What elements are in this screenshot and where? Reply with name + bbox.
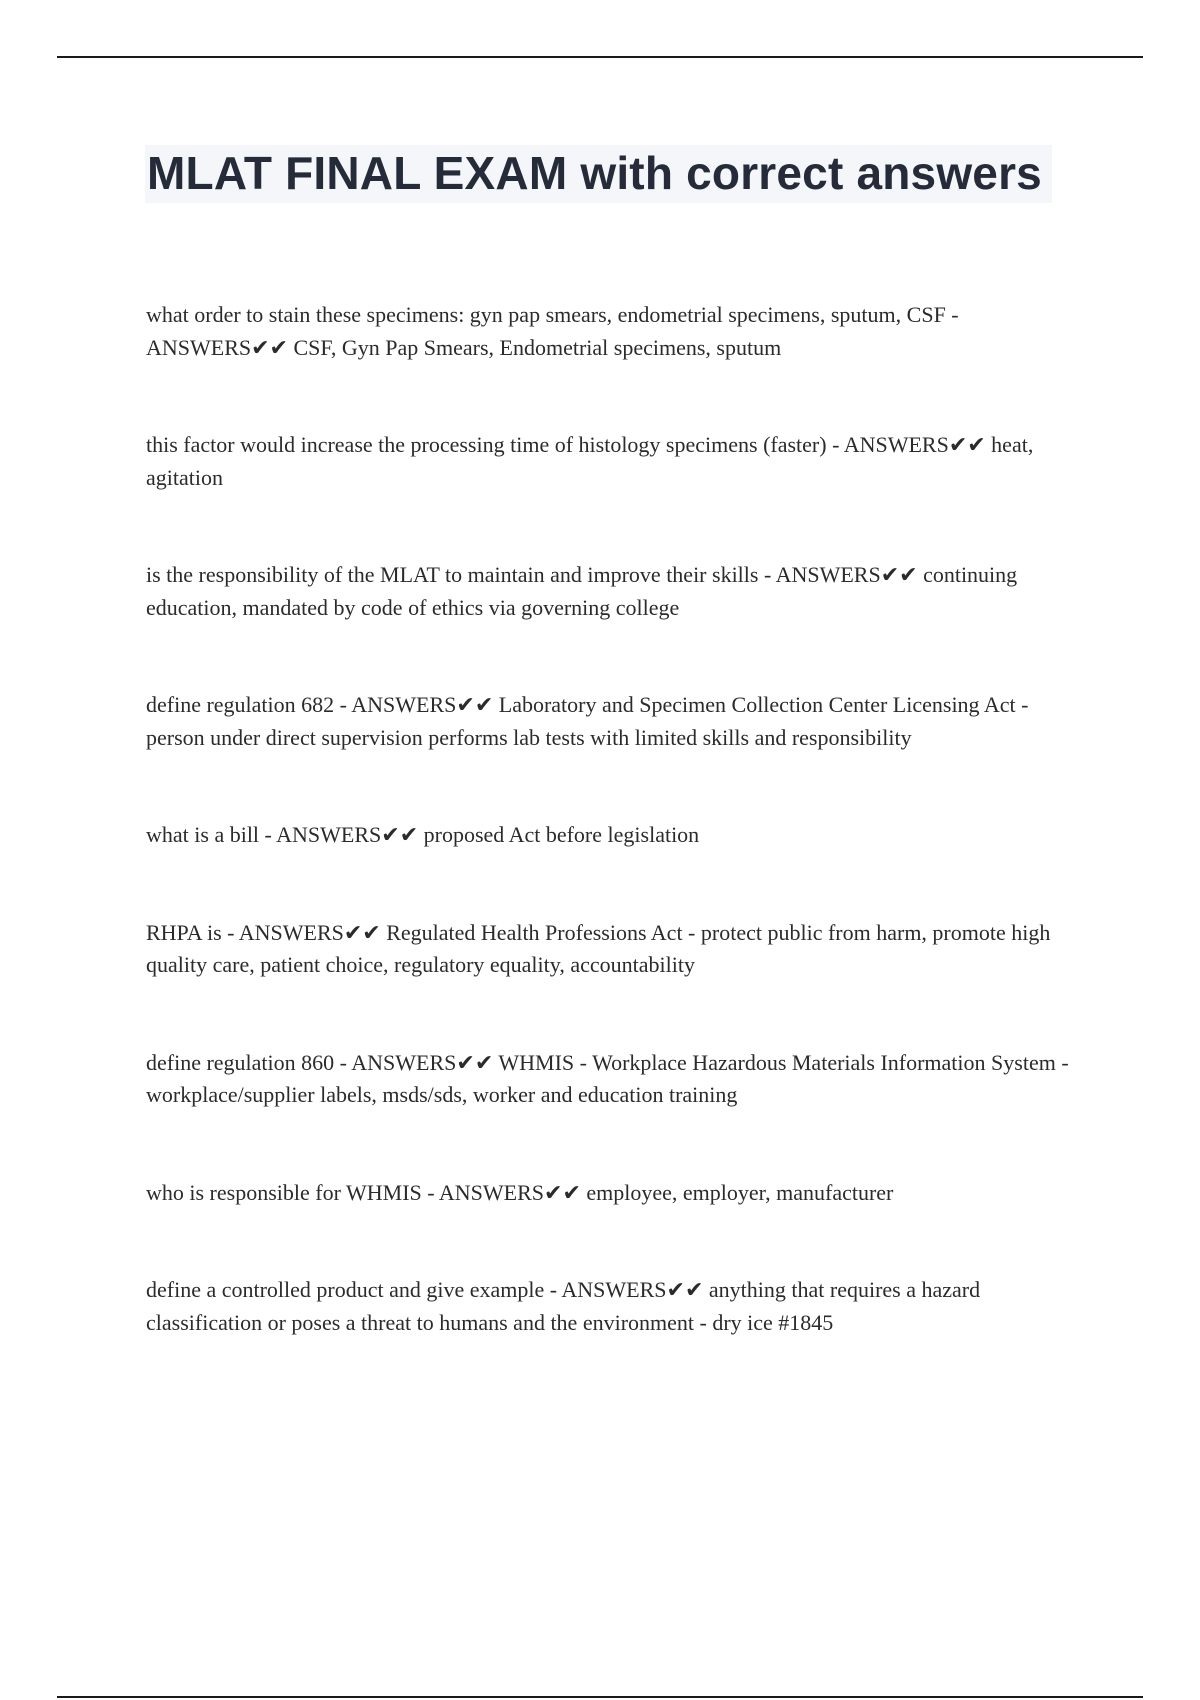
bottom-divider bbox=[57, 1696, 1143, 1698]
qa-item: define regulation 682 - ANSWERS✔✔ Laboratory and Specimen Collection Center Licensing Act - person under direct supervision performs lab tests with limited skills and responsibility bbox=[146, 692, 1029, 750]
qa-item: define a controlled product and give example - ANSWERS✔✔ anything that requires a hazard classification or poses a threat to humans and the environment - dry ice #1845 bbox=[146, 1277, 981, 1335]
qa-item: is the responsibility of the MLAT to maintain and improve their skills - ANSWERS✔✔ continuing education, mandated by code of ethics via governing college bbox=[146, 562, 1018, 620]
qa-item: define regulation 860 - ANSWERS✔✔ WHMIS - Workplace Hazardous Materials Information System - workplace/supplier labels, msds/sds, worker and education training bbox=[146, 1049, 1069, 1107]
top-divider bbox=[57, 56, 1143, 58]
qa-item: what is a bill - ANSWERS✔✔ proposed Act before legislation bbox=[146, 822, 700, 847]
page-title: MLAT FINAL EXAM with correct answers bbox=[145, 145, 1052, 203]
qa-item: what order to stain these specimens: gyn pap smears, endometrial specimens, sputum, CSF - ANSWERS✔✔ CSF, Gyn Pap Smears, Endometrial specimens, sputum bbox=[146, 302, 959, 360]
qa-item: who is responsible for WHMIS - ANSWERS✔✔ employee, employer, manufacturer bbox=[146, 1179, 894, 1205]
qa-list bbox=[146, 299, 1091, 1404]
qa-item: this factor would increase the processing time of histology specimens (faster) - ANSWERS✔✔ heat, agitation bbox=[146, 432, 1034, 490]
qa-item: RHPA is - ANSWERS✔✔ Regulated Health Professions Act - protect public from harm, promote high quality care, patient choice, regulatory equality, accountability bbox=[146, 919, 1051, 977]
